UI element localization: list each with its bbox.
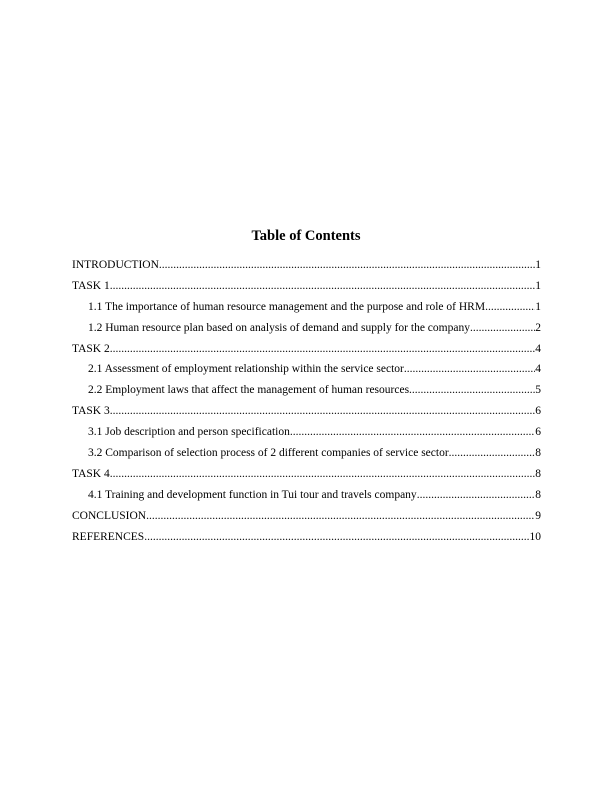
toc-entry[interactable] [72,425,541,446]
toc-dot-leader [417,488,536,502]
toc-dot-leader [404,362,535,376]
toc-entry-text: TASK 2 [72,342,110,355]
toc-entry-text: 2.1 Assessment of employment relationship within the service sector [88,363,404,376]
toc-dot-leader [110,404,536,418]
toc-page-number: 1 [535,259,541,271]
toc-dot-leader [144,530,529,544]
toc-dot-leader [290,425,535,439]
toc-entry-text: 3.2 Comparison of selection process of 2 different companies of service sector [88,447,449,460]
toc-entry-text: 4.1 Training and development function in Tui tour and travels company [88,488,417,501]
toc-page-number: 1 [535,279,541,292]
toc-page-number: 10 [529,530,541,543]
toc-entry[interactable] [72,467,541,488]
toc-dot-leader [485,300,535,314]
toc-page-number: 6 [535,405,541,418]
toc-entry-text: REFERENCES [72,530,145,543]
toc-entry[interactable] [72,446,541,467]
toc-title: Table of Contents [251,228,361,244]
toc-entry-text: 1.1 The importance of human resource management and the purpose and role of HRM [88,300,486,313]
toc-page-number: 6 [535,426,541,439]
toc-entry-text: 3.1 Job description and person specification [88,426,290,439]
toc-page-number: 2 [535,321,541,334]
toc-page-number: 8 [535,488,541,501]
toc-entry-text: INTRODUCTION [72,259,159,271]
toc-page-number: 4 [535,342,541,355]
toc-page-number: 4 [535,363,541,376]
toc-entry[interactable] [72,300,541,321]
toc-page-number: 1 [535,300,541,313]
toc-dot-leader [159,258,535,272]
toc-entry-text: CONCLUSION [72,509,147,522]
toc-dot-leader [470,321,535,335]
toc-entry[interactable] [72,279,541,300]
toc-dot-leader [409,383,535,397]
toc-dot-leader [146,509,535,523]
toc-entry-text: 1.2 Human resource plan based on analysis of demand and supply for the company [88,321,470,334]
toc-entry[interactable] [72,383,541,404]
toc-entry[interactable] [72,404,541,425]
toc-entry-text: TASK 3 [72,405,110,418]
toc-entry[interactable] [72,321,541,342]
toc-list [72,258,541,550]
toc-page-number: 5 [535,384,541,397]
toc-page-number: 8 [535,447,541,460]
toc-entry[interactable] [72,342,541,363]
toc-page-number: 9 [535,509,541,522]
toc-entry-text: TASK 4 [72,467,110,480]
toc-entry[interactable] [72,488,541,509]
toc-dot-leader [110,342,536,356]
toc-entry[interactable] [72,530,541,551]
toc-entry-text: 2.2 Employment laws that affect the management of human resources [88,384,410,397]
toc-entry[interactable] [72,362,541,383]
toc-entry[interactable] [72,258,541,279]
toc-page-number: 8 [535,467,541,480]
toc-dot-leader [110,279,536,293]
toc-entry[interactable] [72,509,541,530]
toc-entry-text: TASK 1 [72,279,110,292]
toc-dot-leader [110,467,536,481]
toc-dot-leader [449,446,536,460]
